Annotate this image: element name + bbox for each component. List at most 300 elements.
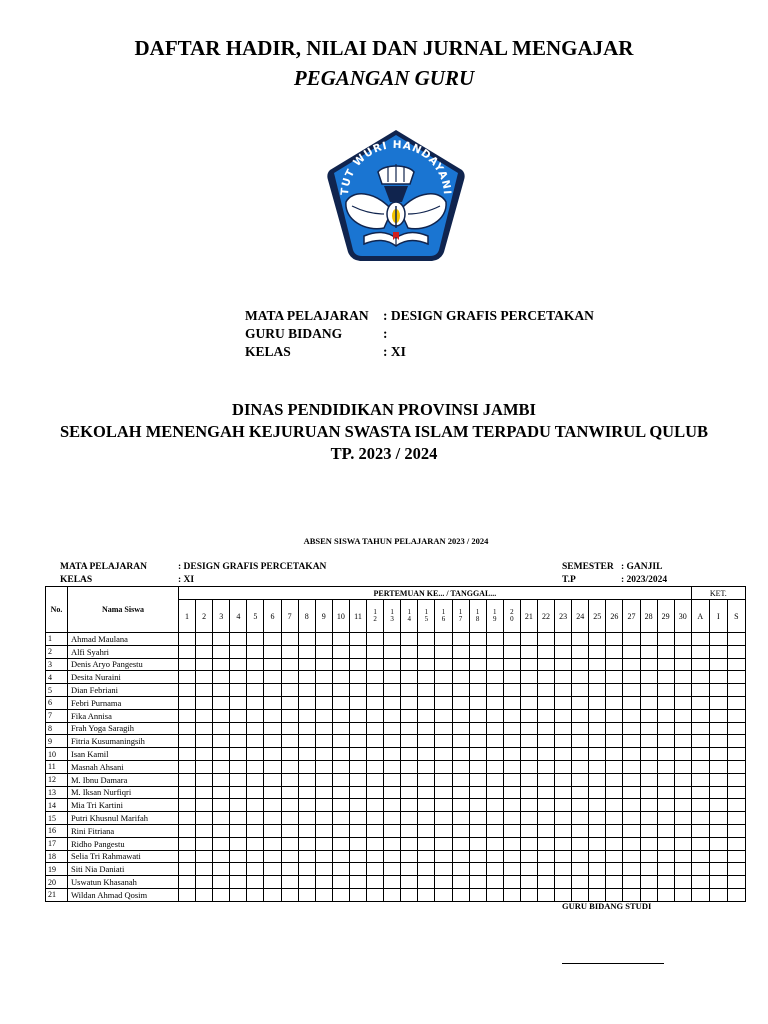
- attendance-cell[interactable]: [674, 735, 691, 748]
- attendance-cell[interactable]: [384, 812, 401, 825]
- attendance-cell[interactable]: [384, 709, 401, 722]
- attendance-cell[interactable]: [349, 888, 366, 901]
- attendance-cell[interactable]: [196, 799, 213, 812]
- attendance-cell[interactable]: [503, 684, 520, 697]
- attendance-cell[interactable]: [281, 812, 298, 825]
- attendance-cell[interactable]: [264, 876, 281, 889]
- attendance-cell[interactable]: [179, 633, 196, 646]
- attendance-cell[interactable]: [230, 876, 247, 889]
- attendance-cell[interactable]: [332, 786, 349, 799]
- ket-cell[interactable]: [709, 671, 727, 684]
- attendance-cell[interactable]: [674, 633, 691, 646]
- attendance-cell[interactable]: [179, 684, 196, 697]
- attendance-cell[interactable]: [315, 850, 332, 863]
- attendance-cell[interactable]: [452, 812, 469, 825]
- attendance-cell[interactable]: [298, 645, 315, 658]
- attendance-cell[interactable]: [332, 799, 349, 812]
- attendance-cell[interactable]: [623, 799, 640, 812]
- attendance-cell[interactable]: [520, 850, 537, 863]
- attendance-cell[interactable]: [384, 633, 401, 646]
- attendance-cell[interactable]: [452, 824, 469, 837]
- attendance-cell[interactable]: [537, 876, 554, 889]
- attendance-cell[interactable]: [179, 696, 196, 709]
- ket-cell[interactable]: [727, 696, 745, 709]
- attendance-cell[interactable]: [281, 850, 298, 863]
- attendance-cell[interactable]: [281, 824, 298, 837]
- attendance-cell[interactable]: [230, 850, 247, 863]
- attendance-cell[interactable]: [264, 773, 281, 786]
- attendance-cell[interactable]: [315, 633, 332, 646]
- attendance-cell[interactable]: [196, 773, 213, 786]
- attendance-cell[interactable]: [367, 837, 384, 850]
- attendance-cell[interactable]: [230, 658, 247, 671]
- attendance-cell[interactable]: [384, 824, 401, 837]
- attendance-cell[interactable]: [469, 863, 486, 876]
- attendance-cell[interactable]: [640, 722, 657, 735]
- attendance-cell[interactable]: [332, 684, 349, 697]
- attendance-cell[interactable]: [537, 684, 554, 697]
- attendance-cell[interactable]: [367, 735, 384, 748]
- attendance-cell[interactable]: [503, 748, 520, 761]
- attendance-cell[interactable]: [486, 658, 503, 671]
- attendance-cell[interactable]: [384, 799, 401, 812]
- attendance-cell[interactable]: [315, 658, 332, 671]
- attendance-cell[interactable]: [332, 863, 349, 876]
- attendance-cell[interactable]: [486, 696, 503, 709]
- attendance-cell[interactable]: [281, 722, 298, 735]
- attendance-cell[interactable]: [264, 684, 281, 697]
- attendance-cell[interactable]: [332, 645, 349, 658]
- attendance-cell[interactable]: [213, 824, 230, 837]
- attendance-cell[interactable]: [264, 722, 281, 735]
- attendance-cell[interactable]: [332, 709, 349, 722]
- attendance-cell[interactable]: [555, 888, 572, 901]
- attendance-cell[interactable]: [537, 863, 554, 876]
- attendance-cell[interactable]: [315, 722, 332, 735]
- attendance-cell[interactable]: [555, 671, 572, 684]
- attendance-cell[interactable]: [657, 863, 674, 876]
- ket-cell[interactable]: [709, 735, 727, 748]
- attendance-cell[interactable]: [486, 735, 503, 748]
- ket-cell[interactable]: [691, 773, 709, 786]
- attendance-cell[interactable]: [247, 709, 264, 722]
- attendance-cell[interactable]: [623, 786, 640, 799]
- attendance-cell[interactable]: [486, 722, 503, 735]
- attendance-cell[interactable]: [520, 760, 537, 773]
- attendance-cell[interactable]: [247, 837, 264, 850]
- attendance-cell[interactable]: [555, 748, 572, 761]
- attendance-cell[interactable]: [452, 773, 469, 786]
- attendance-cell[interactable]: [247, 735, 264, 748]
- attendance-cell[interactable]: [572, 633, 589, 646]
- ket-cell[interactable]: [727, 748, 745, 761]
- attendance-cell[interactable]: [213, 696, 230, 709]
- attendance-cell[interactable]: [452, 735, 469, 748]
- attendance-cell[interactable]: [281, 671, 298, 684]
- attendance-cell[interactable]: [298, 748, 315, 761]
- attendance-cell[interactable]: [640, 786, 657, 799]
- attendance-cell[interactable]: [555, 863, 572, 876]
- attendance-cell[interactable]: [196, 633, 213, 646]
- attendance-cell[interactable]: [418, 824, 435, 837]
- attendance-cell[interactable]: [589, 671, 606, 684]
- attendance-cell[interactable]: [230, 799, 247, 812]
- attendance-cell[interactable]: [623, 633, 640, 646]
- attendance-cell[interactable]: [537, 748, 554, 761]
- attendance-cell[interactable]: [196, 837, 213, 850]
- attendance-cell[interactable]: [332, 824, 349, 837]
- attendance-cell[interactable]: [213, 786, 230, 799]
- attendance-cell[interactable]: [349, 812, 366, 825]
- attendance-cell[interactable]: [503, 696, 520, 709]
- attendance-cell[interactable]: [230, 748, 247, 761]
- attendance-cell[interactable]: [537, 786, 554, 799]
- attendance-cell[interactable]: [298, 863, 315, 876]
- attendance-cell[interactable]: [520, 696, 537, 709]
- attendance-cell[interactable]: [555, 824, 572, 837]
- attendance-cell[interactable]: [555, 684, 572, 697]
- attendance-cell[interactable]: [435, 824, 452, 837]
- attendance-cell[interactable]: [418, 773, 435, 786]
- attendance-cell[interactable]: [315, 888, 332, 901]
- attendance-cell[interactable]: [623, 812, 640, 825]
- attendance-cell[interactable]: [623, 760, 640, 773]
- attendance-cell[interactable]: [332, 722, 349, 735]
- attendance-cell[interactable]: [264, 799, 281, 812]
- attendance-cell[interactable]: [367, 863, 384, 876]
- attendance-cell[interactable]: [264, 735, 281, 748]
- attendance-cell[interactable]: [435, 722, 452, 735]
- attendance-cell[interactable]: [606, 773, 623, 786]
- ket-cell[interactable]: [709, 684, 727, 697]
- attendance-cell[interactable]: [315, 684, 332, 697]
- attendance-cell[interactable]: [315, 837, 332, 850]
- attendance-cell[interactable]: [298, 658, 315, 671]
- attendance-cell[interactable]: [332, 773, 349, 786]
- attendance-cell[interactable]: [435, 760, 452, 773]
- attendance-cell[interactable]: [520, 722, 537, 735]
- attendance-cell[interactable]: [674, 645, 691, 658]
- ket-cell[interactable]: [727, 824, 745, 837]
- attendance-cell[interactable]: [452, 671, 469, 684]
- attendance-cell[interactable]: [520, 658, 537, 671]
- ket-cell[interactable]: [709, 696, 727, 709]
- attendance-cell[interactable]: [640, 684, 657, 697]
- attendance-cell[interactable]: [264, 812, 281, 825]
- ket-cell[interactable]: [709, 888, 727, 901]
- ket-cell[interactable]: [709, 748, 727, 761]
- attendance-cell[interactable]: [589, 863, 606, 876]
- attendance-cell[interactable]: [213, 645, 230, 658]
- attendance-cell[interactable]: [537, 722, 554, 735]
- attendance-cell[interactable]: [640, 799, 657, 812]
- attendance-cell[interactable]: [367, 658, 384, 671]
- attendance-cell[interactable]: [452, 863, 469, 876]
- attendance-cell[interactable]: [213, 837, 230, 850]
- attendance-cell[interactable]: [349, 671, 366, 684]
- attendance-cell[interactable]: [452, 658, 469, 671]
- attendance-cell[interactable]: [213, 863, 230, 876]
- attendance-cell[interactable]: [367, 824, 384, 837]
- attendance-cell[interactable]: [606, 735, 623, 748]
- attendance-cell[interactable]: [247, 722, 264, 735]
- attendance-cell[interactable]: [349, 837, 366, 850]
- attendance-cell[interactable]: [418, 696, 435, 709]
- attendance-cell[interactable]: [469, 824, 486, 837]
- attendance-cell[interactable]: [367, 760, 384, 773]
- attendance-cell[interactable]: [418, 709, 435, 722]
- ket-cell[interactable]: [727, 633, 745, 646]
- attendance-cell[interactable]: [572, 888, 589, 901]
- attendance-cell[interactable]: [367, 773, 384, 786]
- attendance-cell[interactable]: [469, 658, 486, 671]
- attendance-cell[interactable]: [469, 709, 486, 722]
- attendance-cell[interactable]: [674, 863, 691, 876]
- attendance-cell[interactable]: [537, 850, 554, 863]
- ket-cell[interactable]: [727, 786, 745, 799]
- attendance-cell[interactable]: [349, 786, 366, 799]
- attendance-cell[interactable]: [435, 837, 452, 850]
- attendance-cell[interactable]: [572, 863, 589, 876]
- attendance-cell[interactable]: [332, 748, 349, 761]
- attendance-cell[interactable]: [589, 888, 606, 901]
- attendance-cell[interactable]: [179, 888, 196, 901]
- attendance-cell[interactable]: [555, 709, 572, 722]
- attendance-cell[interactable]: [315, 786, 332, 799]
- attendance-cell[interactable]: [452, 786, 469, 799]
- attendance-cell[interactable]: [469, 888, 486, 901]
- attendance-cell[interactable]: [606, 684, 623, 697]
- attendance-cell[interactable]: [298, 799, 315, 812]
- attendance-cell[interactable]: [213, 850, 230, 863]
- attendance-cell[interactable]: [589, 824, 606, 837]
- attendance-cell[interactable]: [606, 786, 623, 799]
- attendance-cell[interactable]: [520, 799, 537, 812]
- attendance-cell[interactable]: [179, 735, 196, 748]
- attendance-cell[interactable]: [281, 876, 298, 889]
- attendance-cell[interactable]: [230, 824, 247, 837]
- attendance-cell[interactable]: [606, 812, 623, 825]
- attendance-cell[interactable]: [503, 837, 520, 850]
- attendance-cell[interactable]: [179, 837, 196, 850]
- attendance-cell[interactable]: [435, 888, 452, 901]
- attendance-cell[interactable]: [384, 773, 401, 786]
- ket-cell[interactable]: [691, 837, 709, 850]
- attendance-cell[interactable]: [384, 863, 401, 876]
- attendance-cell[interactable]: [315, 812, 332, 825]
- attendance-cell[interactable]: [589, 837, 606, 850]
- attendance-cell[interactable]: [401, 888, 418, 901]
- attendance-cell[interactable]: [418, 633, 435, 646]
- attendance-cell[interactable]: [213, 760, 230, 773]
- attendance-cell[interactable]: [384, 748, 401, 761]
- attendance-cell[interactable]: [418, 876, 435, 889]
- attendance-cell[interactable]: [640, 735, 657, 748]
- attendance-cell[interactable]: [469, 799, 486, 812]
- attendance-cell[interactable]: [264, 709, 281, 722]
- attendance-cell[interactable]: [349, 850, 366, 863]
- attendance-cell[interactable]: [589, 722, 606, 735]
- attendance-cell[interactable]: [367, 722, 384, 735]
- attendance-cell[interactable]: [606, 722, 623, 735]
- attendance-cell[interactable]: [623, 837, 640, 850]
- attendance-cell[interactable]: [264, 863, 281, 876]
- attendance-cell[interactable]: [572, 709, 589, 722]
- attendance-cell[interactable]: [401, 696, 418, 709]
- attendance-cell[interactable]: [384, 658, 401, 671]
- attendance-cell[interactable]: [657, 760, 674, 773]
- ket-cell[interactable]: [691, 786, 709, 799]
- attendance-cell[interactable]: [247, 824, 264, 837]
- attendance-cell[interactable]: [298, 786, 315, 799]
- attendance-cell[interactable]: [264, 671, 281, 684]
- attendance-cell[interactable]: [247, 773, 264, 786]
- ket-cell[interactable]: [727, 645, 745, 658]
- attendance-cell[interactable]: [623, 735, 640, 748]
- attendance-cell[interactable]: [315, 645, 332, 658]
- attendance-cell[interactable]: [520, 671, 537, 684]
- attendance-cell[interactable]: [572, 735, 589, 748]
- ket-cell[interactable]: [727, 863, 745, 876]
- attendance-cell[interactable]: [196, 850, 213, 863]
- attendance-cell[interactable]: [503, 876, 520, 889]
- attendance-cell[interactable]: [589, 786, 606, 799]
- attendance-cell[interactable]: [435, 696, 452, 709]
- attendance-cell[interactable]: [486, 748, 503, 761]
- attendance-cell[interactable]: [537, 645, 554, 658]
- attendance-cell[interactable]: [469, 850, 486, 863]
- attendance-cell[interactable]: [298, 696, 315, 709]
- attendance-cell[interactable]: [230, 863, 247, 876]
- attendance-cell[interactable]: [657, 671, 674, 684]
- attendance-cell[interactable]: [503, 671, 520, 684]
- ket-cell[interactable]: [691, 876, 709, 889]
- attendance-cell[interactable]: [503, 658, 520, 671]
- attendance-cell[interactable]: [418, 850, 435, 863]
- attendance-cell[interactable]: [452, 722, 469, 735]
- attendance-cell[interactable]: [349, 876, 366, 889]
- attendance-cell[interactable]: [281, 658, 298, 671]
- attendance-cell[interactable]: [503, 850, 520, 863]
- attendance-cell[interactable]: [486, 863, 503, 876]
- ket-cell[interactable]: [709, 722, 727, 735]
- attendance-cell[interactable]: [384, 722, 401, 735]
- attendance-cell[interactable]: [589, 773, 606, 786]
- attendance-cell[interactable]: [179, 812, 196, 825]
- attendance-cell[interactable]: [640, 888, 657, 901]
- attendance-cell[interactable]: [196, 658, 213, 671]
- attendance-cell[interactable]: [264, 837, 281, 850]
- ket-cell[interactable]: [691, 824, 709, 837]
- attendance-cell[interactable]: [264, 760, 281, 773]
- attendance-cell[interactable]: [657, 812, 674, 825]
- attendance-cell[interactable]: [537, 824, 554, 837]
- attendance-cell[interactable]: [452, 876, 469, 889]
- attendance-cell[interactable]: [196, 735, 213, 748]
- attendance-cell[interactable]: [572, 850, 589, 863]
- attendance-cell[interactable]: [213, 799, 230, 812]
- attendance-cell[interactable]: [589, 658, 606, 671]
- attendance-cell[interactable]: [520, 748, 537, 761]
- attendance-cell[interactable]: [349, 696, 366, 709]
- attendance-cell[interactable]: [537, 760, 554, 773]
- attendance-cell[interactable]: [281, 786, 298, 799]
- attendance-cell[interactable]: [367, 876, 384, 889]
- attendance-cell[interactable]: [418, 799, 435, 812]
- attendance-cell[interactable]: [589, 645, 606, 658]
- ket-cell[interactable]: [691, 658, 709, 671]
- attendance-cell[interactable]: [623, 748, 640, 761]
- attendance-cell[interactable]: [281, 709, 298, 722]
- attendance-cell[interactable]: [179, 658, 196, 671]
- attendance-cell[interactable]: [469, 722, 486, 735]
- ket-cell[interactable]: [709, 863, 727, 876]
- attendance-cell[interactable]: [298, 888, 315, 901]
- attendance-cell[interactable]: [213, 684, 230, 697]
- attendance-cell[interactable]: [486, 837, 503, 850]
- attendance-cell[interactable]: [520, 684, 537, 697]
- attendance-cell[interactable]: [589, 709, 606, 722]
- attendance-cell[interactable]: [196, 709, 213, 722]
- attendance-cell[interactable]: [281, 748, 298, 761]
- attendance-cell[interactable]: [623, 645, 640, 658]
- ket-cell[interactable]: [691, 850, 709, 863]
- attendance-cell[interactable]: [332, 850, 349, 863]
- attendance-cell[interactable]: [281, 863, 298, 876]
- attendance-cell[interactable]: [606, 696, 623, 709]
- attendance-cell[interactable]: [298, 876, 315, 889]
- attendance-cell[interactable]: [264, 658, 281, 671]
- attendance-cell[interactable]: [452, 645, 469, 658]
- attendance-cell[interactable]: [572, 671, 589, 684]
- ket-cell[interactable]: [709, 850, 727, 863]
- attendance-cell[interactable]: [298, 735, 315, 748]
- attendance-cell[interactable]: [572, 748, 589, 761]
- attendance-cell[interactable]: [435, 633, 452, 646]
- attendance-cell[interactable]: [469, 671, 486, 684]
- attendance-cell[interactable]: [589, 633, 606, 646]
- attendance-cell[interactable]: [674, 658, 691, 671]
- attendance-cell[interactable]: [179, 773, 196, 786]
- attendance-cell[interactable]: [281, 735, 298, 748]
- attendance-cell[interactable]: [589, 812, 606, 825]
- attendance-cell[interactable]: [435, 658, 452, 671]
- attendance-cell[interactable]: [418, 684, 435, 697]
- attendance-cell[interactable]: [264, 888, 281, 901]
- attendance-cell[interactable]: [213, 671, 230, 684]
- attendance-cell[interactable]: [196, 748, 213, 761]
- attendance-cell[interactable]: [367, 748, 384, 761]
- attendance-cell[interactable]: [196, 888, 213, 901]
- attendance-cell[interactable]: [503, 722, 520, 735]
- attendance-cell[interactable]: [179, 760, 196, 773]
- attendance-cell[interactable]: [247, 850, 264, 863]
- ket-cell[interactable]: [709, 773, 727, 786]
- attendance-cell[interactable]: [657, 722, 674, 735]
- attendance-cell[interactable]: [674, 722, 691, 735]
- attendance-cell[interactable]: [247, 812, 264, 825]
- attendance-cell[interactable]: [572, 837, 589, 850]
- attendance-cell[interactable]: [264, 824, 281, 837]
- attendance-cell[interactable]: [298, 684, 315, 697]
- attendance-cell[interactable]: [623, 824, 640, 837]
- attendance-cell[interactable]: [572, 812, 589, 825]
- attendance-cell[interactable]: [332, 876, 349, 889]
- attendance-cell[interactable]: [503, 824, 520, 837]
- attendance-cell[interactable]: [520, 812, 537, 825]
- attendance-cell[interactable]: [537, 671, 554, 684]
- attendance-cell[interactable]: [623, 696, 640, 709]
